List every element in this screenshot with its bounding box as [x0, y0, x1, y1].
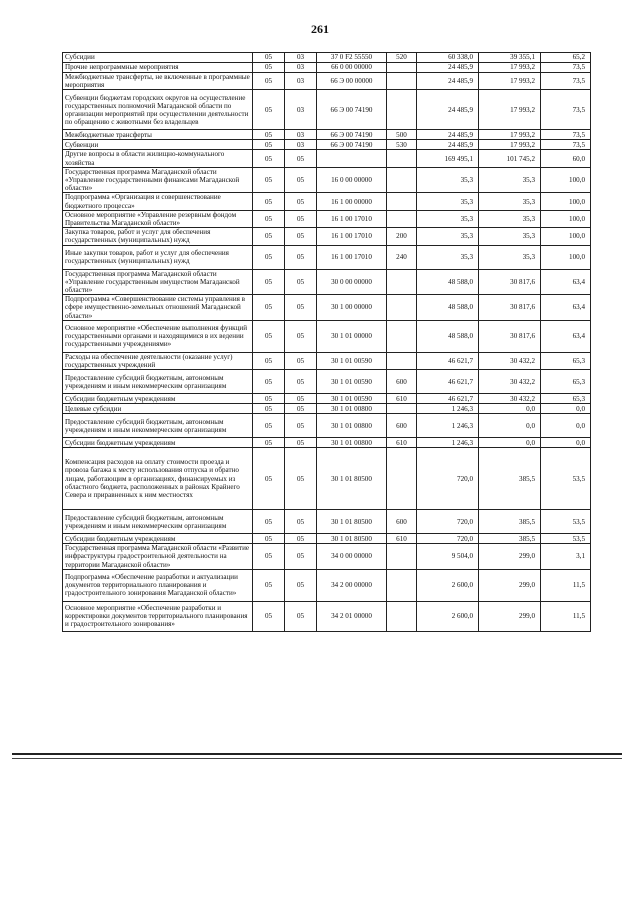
cell-percent: 53,5 — [541, 534, 591, 544]
cell-subsection: 05 — [285, 228, 317, 245]
cell-subsection: 03 — [285, 73, 317, 90]
cell-subsection: 03 — [285, 90, 317, 130]
cell-plan: 720,0 — [417, 534, 479, 544]
cell-expense-type: 600 — [387, 510, 417, 534]
cell-expense-type: 610 — [387, 534, 417, 544]
cell-name: Основное мероприятие «Обеспечение разработки и корректировки документов территориального планирования и градостроительного зонирования» — [63, 601, 253, 631]
cell-expense-type: 600 — [387, 370, 417, 394]
cell-percent: 53,5 — [541, 510, 591, 534]
cell-expense-type — [387, 601, 417, 631]
cell-expense-type: 240 — [387, 245, 417, 269]
cell-subsection: 03 — [285, 140, 317, 150]
cell-percent: 11,5 — [541, 601, 591, 631]
cell-plan: 46 621,7 — [417, 394, 479, 404]
cell-plan: 24 485,9 — [417, 90, 479, 130]
cell-section: 05 — [253, 193, 285, 210]
cell-target-article: 16 1 00 00000 — [317, 193, 387, 210]
cell-actual: 39 355,1 — [479, 53, 541, 63]
cell-subsection: 05 — [285, 448, 317, 510]
cell-name: Другие вопросы в области жилищно-коммунального хозяйства — [63, 150, 253, 167]
cell-percent: 11,5 — [541, 569, 591, 601]
cell-target-article: 30 1 01 00000 — [317, 320, 387, 352]
cell-target-article: 30 0 00 00000 — [317, 269, 387, 295]
cell-percent: 0,0 — [541, 404, 591, 414]
cell-subsection: 05 — [285, 414, 317, 438]
cell-section: 05 — [253, 269, 285, 295]
table-row — [63, 295, 591, 321]
cell-actual: 30 432,2 — [479, 394, 541, 404]
cell-subsection: 03 — [285, 130, 317, 140]
cell-target-article: 16 1 00 17010 — [317, 245, 387, 269]
cell-plan: 2 600,0 — [417, 569, 479, 601]
cell-expense-type: 610 — [387, 438, 417, 448]
cell-name: Подпрограмма «Совершенствование системы управления в сфере имущественно-земельных отношений Магаданской области» — [63, 295, 253, 321]
cell-name: Основное мероприятие «Управление резервным фондом Правительства Магаданской области» — [63, 210, 253, 227]
cell-target-article: 66 Э 00 00000 — [317, 73, 387, 90]
cell-percent: 63,4 — [541, 320, 591, 352]
cell-plan: 35,3 — [417, 167, 479, 193]
cell-percent: 100,0 — [541, 210, 591, 227]
cell-section: 05 — [253, 438, 285, 448]
cell-target-article: 30 1 01 00800 — [317, 438, 387, 448]
cell-subsection: 05 — [285, 544, 317, 570]
cell-section: 05 — [253, 448, 285, 510]
cell-percent: 73,5 — [541, 63, 591, 73]
cell-subsection: 05 — [285, 320, 317, 352]
cell-actual: 385,5 — [479, 510, 541, 534]
cell-section: 05 — [253, 404, 285, 414]
cell-expense-type — [387, 352, 417, 369]
table-row — [63, 534, 591, 544]
cell-expense-type: 610 — [387, 394, 417, 404]
cell-actual: 30 817,6 — [479, 295, 541, 321]
cell-actual: 385,5 — [479, 534, 541, 544]
cell-name: Иные закупки товаров, работ и услуг для обеспечения государственных (муниципальных) нужд — [63, 245, 253, 269]
cell-expense-type — [387, 269, 417, 295]
table-row — [63, 404, 591, 414]
cell-section: 05 — [253, 544, 285, 570]
cell-percent: 100,0 — [541, 193, 591, 210]
cell-section: 05 — [253, 320, 285, 352]
cell-expense-type: 600 — [387, 414, 417, 438]
cell-name: Межбюджетные трансферты, не включенные в программные мероприятия — [63, 73, 253, 90]
table-row — [63, 245, 591, 269]
cell-subsection: 05 — [285, 510, 317, 534]
cell-name: Предоставление субсидий бюджетным, автономным учреждениям и иным некоммерческим организациям — [63, 510, 253, 534]
cell-actual: 30 432,2 — [479, 370, 541, 394]
cell-target-article: 16 1 00 17010 — [317, 210, 387, 227]
cell-section: 05 — [253, 414, 285, 438]
table-row — [63, 569, 591, 601]
table-row — [63, 53, 591, 63]
cell-percent: 65,3 — [541, 394, 591, 404]
cell-plan: 720,0 — [417, 448, 479, 510]
cell-name: Государственная программа Магаданской области «Управление государственным имуществом Магаданской области» — [63, 269, 253, 295]
cell-target-article: 66 Э 00 74190 — [317, 130, 387, 140]
cell-percent: 0,0 — [541, 438, 591, 448]
cell-target-article: 66 Э 00 74190 — [317, 140, 387, 150]
cell-actual: 35,3 — [479, 167, 541, 193]
cell-section: 05 — [253, 394, 285, 404]
cell-name: Целевые субсидии — [63, 404, 253, 414]
cell-target-article: 30 1 01 00590 — [317, 394, 387, 404]
table-row — [63, 63, 591, 73]
cell-subsection: 05 — [285, 193, 317, 210]
cell-section: 05 — [253, 140, 285, 150]
cell-target-article: 66 Э 00 74190 — [317, 90, 387, 130]
cell-percent: 73,5 — [541, 130, 591, 140]
cell-percent: 65,3 — [541, 352, 591, 369]
cell-plan: 35,3 — [417, 245, 479, 269]
cell-section: 05 — [253, 63, 285, 73]
table-row — [63, 601, 591, 631]
cell-expense-type — [387, 544, 417, 570]
cell-percent: 3,1 — [541, 544, 591, 570]
cell-actual: 385,5 — [479, 448, 541, 510]
cell-percent: 100,0 — [541, 228, 591, 245]
cell-plan: 1 246,3 — [417, 414, 479, 438]
cell-expense-type — [387, 150, 417, 167]
cell-section: 05 — [253, 245, 285, 269]
cell-plan: 9 504,0 — [417, 544, 479, 570]
cell-target-article: 16 0 00 00000 — [317, 167, 387, 193]
page-number: 261 — [311, 22, 329, 36]
table-row — [63, 130, 591, 140]
cell-percent: 73,5 — [541, 73, 591, 90]
cell-actual: 101 745,2 — [479, 150, 541, 167]
table-row — [63, 352, 591, 369]
cell-subsection: 05 — [285, 150, 317, 167]
cell-target-article: 30 1 00 00000 — [317, 295, 387, 321]
cell-actual: 17 993,2 — [479, 90, 541, 130]
cell-actual: 30 817,6 — [479, 269, 541, 295]
cell-plan: 24 485,9 — [417, 73, 479, 90]
table-row — [63, 140, 591, 150]
cell-actual: 35,3 — [479, 228, 541, 245]
cell-section: 05 — [253, 569, 285, 601]
cell-name: Предоставление субсидий бюджетным, автономным учреждениям и иным некоммерческим организациям — [63, 370, 253, 394]
cell-actual: 0,0 — [479, 414, 541, 438]
cell-target-article: 30 1 01 00590 — [317, 370, 387, 394]
cell-actual: 35,3 — [479, 193, 541, 210]
cell-subsection: 05 — [285, 370, 317, 394]
table-row — [63, 193, 591, 210]
cell-expense-type — [387, 73, 417, 90]
cell-section: 05 — [253, 150, 285, 167]
table-row — [63, 370, 591, 394]
cell-name: Компенсация расходов на оплату стоимости проезда и провоза багажа к месту использования отпуска и обратно лицам, работающим в организациях, финансируемых из областного бюджета, расположенных в районах Крайнего Севера и приравненных к ним местностях — [63, 448, 253, 510]
cell-target-article: 30 1 01 80500 — [317, 510, 387, 534]
cell-name: Субсидии бюджетным учреждениям — [63, 534, 253, 544]
cell-section: 05 — [253, 228, 285, 245]
cell-actual: 17 993,2 — [479, 140, 541, 150]
cell-name: Расходы на обеспечение деятельности (оказание услуг) государственных учреждений — [63, 352, 253, 369]
cell-subsection: 05 — [285, 295, 317, 321]
cell-section: 05 — [253, 130, 285, 140]
cell-target-article — [317, 150, 387, 167]
cell-name: Субвенции бюджетам городских округов на осуществление государственных полномочий Магаданской области по организации мероприятий при осуществлении деятельности по обращению с животными без владельцев — [63, 90, 253, 130]
cell-name: Субсидии бюджетным учреждениям — [63, 438, 253, 448]
table-row — [63, 269, 591, 295]
cell-target-article: 34 2 01 00000 — [317, 601, 387, 631]
footer-rule — [12, 753, 622, 755]
cell-plan: 35,3 — [417, 210, 479, 227]
cell-subsection: 05 — [285, 404, 317, 414]
cell-plan: 1 246,3 — [417, 438, 479, 448]
cell-plan: 24 485,9 — [417, 140, 479, 150]
cell-actual: 299,0 — [479, 544, 541, 570]
cell-target-article: 37 0 F2 55550 — [317, 53, 387, 63]
cell-subsection: 03 — [285, 53, 317, 63]
cell-percent: 63,4 — [541, 269, 591, 295]
cell-percent: 65,3 — [541, 370, 591, 394]
cell-target-article: 34 0 00 00000 — [317, 544, 387, 570]
cell-expense-type — [387, 295, 417, 321]
cell-subsection: 05 — [285, 352, 317, 369]
cell-subsection: 05 — [285, 210, 317, 227]
cell-target-article: 66 0 00 00000 — [317, 63, 387, 73]
cell-expense-type — [387, 320, 417, 352]
cell-name: Основное мероприятие «Обеспечение выполнения функций государственными органами и находящимися в их ведении государственными учреждениями» — [63, 320, 253, 352]
cell-section: 05 — [253, 210, 285, 227]
cell-plan: 48 588,0 — [417, 295, 479, 321]
cell-target-article: 30 1 01 00800 — [317, 414, 387, 438]
table-row — [63, 510, 591, 534]
cell-plan: 35,3 — [417, 193, 479, 210]
cell-section: 05 — [253, 601, 285, 631]
cell-plan: 48 588,0 — [417, 320, 479, 352]
cell-plan: 2 600,0 — [417, 601, 479, 631]
cell-actual: 35,3 — [479, 245, 541, 269]
cell-actual: 0,0 — [479, 438, 541, 448]
cell-percent: 63,4 — [541, 295, 591, 321]
cell-target-article: 16 1 00 17010 — [317, 228, 387, 245]
cell-target-article: 30 1 01 80500 — [317, 448, 387, 510]
table-row — [63, 448, 591, 510]
cell-target-article: 30 1 01 00590 — [317, 352, 387, 369]
cell-plan: 48 588,0 — [417, 269, 479, 295]
cell-plan: 169 495,1 — [417, 150, 479, 167]
cell-percent: 100,0 — [541, 245, 591, 269]
cell-expense-type: 500 — [387, 130, 417, 140]
cell-name: Субсидии — [63, 53, 253, 63]
table-row — [63, 320, 591, 352]
cell-expense-type: 200 — [387, 228, 417, 245]
cell-name: Государственная программа Магаданской области «Развитие инфраструктуры градостроительной деятельности на территории Магаданской области» — [63, 544, 253, 570]
footer-rule-thin — [12, 758, 622, 759]
cell-actual: 17 993,2 — [479, 73, 541, 90]
cell-section: 05 — [253, 167, 285, 193]
cell-expense-type — [387, 167, 417, 193]
table-row — [63, 167, 591, 193]
cell-subsection: 05 — [285, 245, 317, 269]
cell-actual: 17 993,2 — [479, 130, 541, 140]
cell-plan: 24 485,9 — [417, 130, 479, 140]
cell-subsection: 05 — [285, 394, 317, 404]
cell-subsection: 05 — [285, 534, 317, 544]
cell-expense-type — [387, 193, 417, 210]
cell-name: Подпрограмма «Обеспечение разработки и актуализации документов территориального планирования и градостроительного зонирования Магаданской области» — [63, 569, 253, 601]
cell-name: Подпрограмма «Организация и совершенствование бюджетного процесса» — [63, 193, 253, 210]
cell-actual: 35,3 — [479, 210, 541, 227]
cell-expense-type — [387, 569, 417, 601]
table-row — [63, 438, 591, 448]
table-row — [63, 228, 591, 245]
table-row — [63, 210, 591, 227]
cell-name: Межбюджетные трансферты — [63, 130, 253, 140]
cell-section: 05 — [253, 352, 285, 369]
cell-subsection: 05 — [285, 269, 317, 295]
cell-subsection: 05 — [285, 601, 317, 631]
cell-expense-type — [387, 63, 417, 73]
cell-section: 05 — [253, 90, 285, 130]
cell-subsection: 05 — [285, 167, 317, 193]
cell-subsection: 05 — [285, 569, 317, 601]
table-row — [63, 414, 591, 438]
cell-percent: 60,0 — [541, 150, 591, 167]
budget-table — [62, 52, 591, 632]
table-row — [63, 150, 591, 167]
cell-expense-type: 520 — [387, 53, 417, 63]
cell-target-article: 30 1 01 80500 — [317, 534, 387, 544]
cell-percent: 100,0 — [541, 167, 591, 193]
cell-section: 05 — [253, 534, 285, 544]
cell-expense-type — [387, 90, 417, 130]
cell-plan: 60 338,0 — [417, 53, 479, 63]
cell-name: Государственная программа Магаданской области «Управление государственными финансами Магаданской области» — [63, 167, 253, 193]
table-row — [63, 73, 591, 90]
cell-expense-type — [387, 448, 417, 510]
cell-plan: 24 485,9 — [417, 63, 479, 73]
cell-name: Прочие непрограммные мероприятия — [63, 63, 253, 73]
table-row — [63, 544, 591, 570]
cell-plan: 35,3 — [417, 228, 479, 245]
cell-actual: 30 432,2 — [479, 352, 541, 369]
cell-plan: 46 621,7 — [417, 352, 479, 369]
cell-percent: 73,5 — [541, 90, 591, 130]
cell-section: 05 — [253, 73, 285, 90]
cell-subsection: 05 — [285, 438, 317, 448]
cell-plan: 1 246,3 — [417, 404, 479, 414]
cell-actual: 299,0 — [479, 569, 541, 601]
cell-section: 05 — [253, 370, 285, 394]
cell-percent: 53,5 — [541, 448, 591, 510]
cell-percent: 0,0 — [541, 414, 591, 438]
cell-expense-type — [387, 404, 417, 414]
cell-actual: 0,0 — [479, 404, 541, 414]
cell-plan: 46 621,7 — [417, 370, 479, 394]
cell-plan: 720,0 — [417, 510, 479, 534]
cell-name: Субвенции — [63, 140, 253, 150]
cell-subsection: 03 — [285, 63, 317, 73]
cell-name: Предоставление субсидий бюджетным, автономным учреждениям и иным некоммерческим организациям — [63, 414, 253, 438]
cell-target-article: 30 1 01 00800 — [317, 404, 387, 414]
cell-name: Закупка товаров, работ и услуг для обеспечения государственных (муниципальных) нужд — [63, 228, 253, 245]
cell-name: Субсидии бюджетным учреждениям — [63, 394, 253, 404]
table-row — [63, 394, 591, 404]
cell-expense-type — [387, 210, 417, 227]
cell-section: 05 — [253, 510, 285, 534]
cell-target-article: 34 2 00 00000 — [317, 569, 387, 601]
cell-section: 05 — [253, 53, 285, 63]
table-body — [63, 53, 591, 632]
cell-percent: 65,2 — [541, 53, 591, 63]
cell-percent: 73,5 — [541, 140, 591, 150]
cell-section: 05 — [253, 295, 285, 321]
table-row — [63, 90, 591, 130]
cell-actual: 299,0 — [479, 601, 541, 631]
cell-actual: 17 993,2 — [479, 63, 541, 73]
cell-actual: 30 817,6 — [479, 320, 541, 352]
cell-expense-type: 530 — [387, 140, 417, 150]
